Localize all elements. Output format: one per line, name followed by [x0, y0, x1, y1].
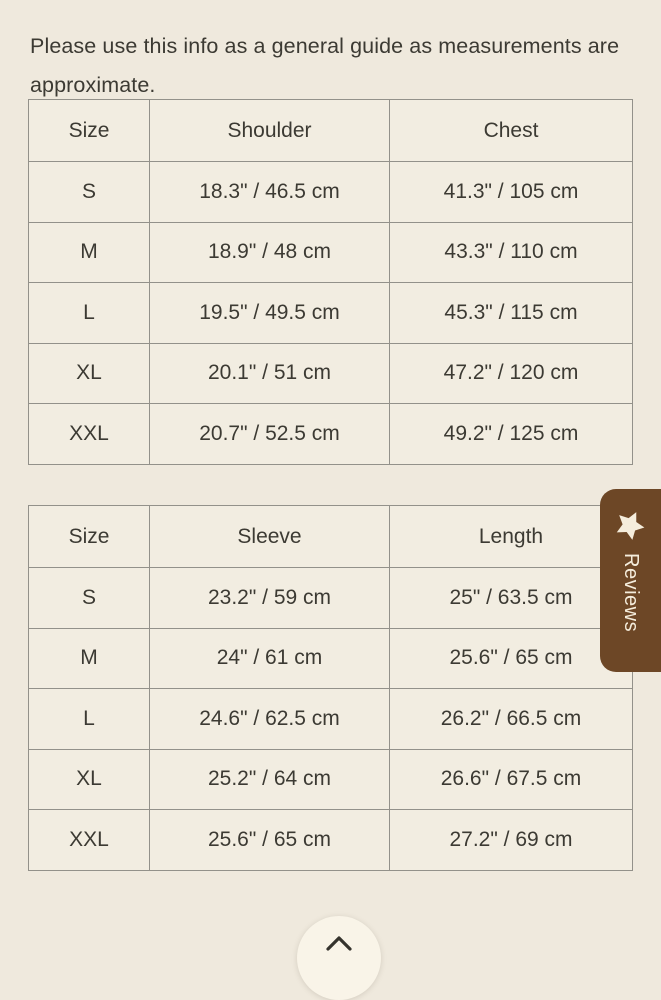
size-cell: L [29, 283, 150, 344]
measurement-cell: 18.3" / 46.5 cm [150, 162, 390, 223]
size-cell: XXL [29, 810, 150, 871]
measurement-cell: 27.2" / 69 cm [390, 810, 633, 871]
size-cell: S [29, 568, 150, 629]
measurement-cell: 49.2" / 125 cm [390, 404, 633, 465]
measurement-cell: 25" / 63.5 cm [390, 568, 633, 629]
size-cell: M [29, 222, 150, 283]
chevron-up-icon [325, 934, 353, 952]
column-header: Chest [390, 100, 633, 162]
table-row [29, 568, 633, 629]
size-cell: S [29, 162, 150, 223]
measurement-cell: 24.6" / 62.5 cm [150, 689, 390, 750]
size-table [28, 99, 633, 465]
table-row [29, 283, 633, 344]
reviews-tab[interactable] [600, 489, 661, 672]
measurement-cell: 45.3" / 115 cm [390, 283, 633, 344]
measurement-cell: 25.2" / 64 cm [150, 749, 390, 810]
size-cell: XXL [29, 404, 150, 465]
table-header-row [29, 506, 633, 568]
column-header: Size [29, 506, 150, 568]
measurement-cell: 19.5" / 49.5 cm [150, 283, 390, 344]
measurement-cell: 25.6" / 65 cm [390, 628, 633, 689]
measurement-cell: 25.6" / 65 cm [150, 810, 390, 871]
scroll-to-top-button[interactable] [297, 916, 381, 1000]
measurement-cell: 26.6" / 67.5 cm [390, 749, 633, 810]
size-table [28, 505, 633, 871]
table-row [29, 628, 633, 689]
column-header: Sleeve [150, 506, 390, 568]
table-row [29, 343, 633, 404]
measurement-cell: 43.3" / 110 cm [390, 222, 633, 283]
table-row [29, 689, 633, 750]
size-cell: XL [29, 749, 150, 810]
table-row [29, 404, 633, 465]
table-row [29, 810, 633, 871]
size-guide-disclaimer: Please use this info as a general guide as measurements are approximate. [30, 33, 620, 97]
star-icon [614, 509, 647, 542]
reviews-tab-label: Reviews [620, 553, 642, 633]
measurement-cell: 20.1" / 51 cm [150, 343, 390, 404]
table-row [29, 222, 633, 283]
measurement-cell: 18.9" / 48 cm [150, 222, 390, 283]
size-cell: M [29, 628, 150, 689]
size-cell: L [29, 689, 150, 750]
size-table-sleeve-length [28, 505, 633, 871]
size-cell: XL [29, 343, 150, 404]
measurement-cell: 23.2" / 59 cm [150, 568, 390, 629]
table-row [29, 162, 633, 223]
measurement-cell: 20.7" / 52.5 cm [150, 404, 390, 465]
measurement-cell: 26.2" / 66.5 cm [390, 689, 633, 750]
column-header: Size [29, 100, 150, 162]
measurement-cell: 24" / 61 cm [150, 628, 390, 689]
column-header: Shoulder [150, 100, 390, 162]
column-header: Length [390, 506, 633, 568]
table-header-row [29, 100, 633, 162]
measurement-cell: 41.3" / 105 cm [390, 162, 633, 223]
measurement-cell: 47.2" / 120 cm [390, 343, 633, 404]
size-table-shoulder-chest [28, 99, 633, 465]
table-row [29, 749, 633, 810]
